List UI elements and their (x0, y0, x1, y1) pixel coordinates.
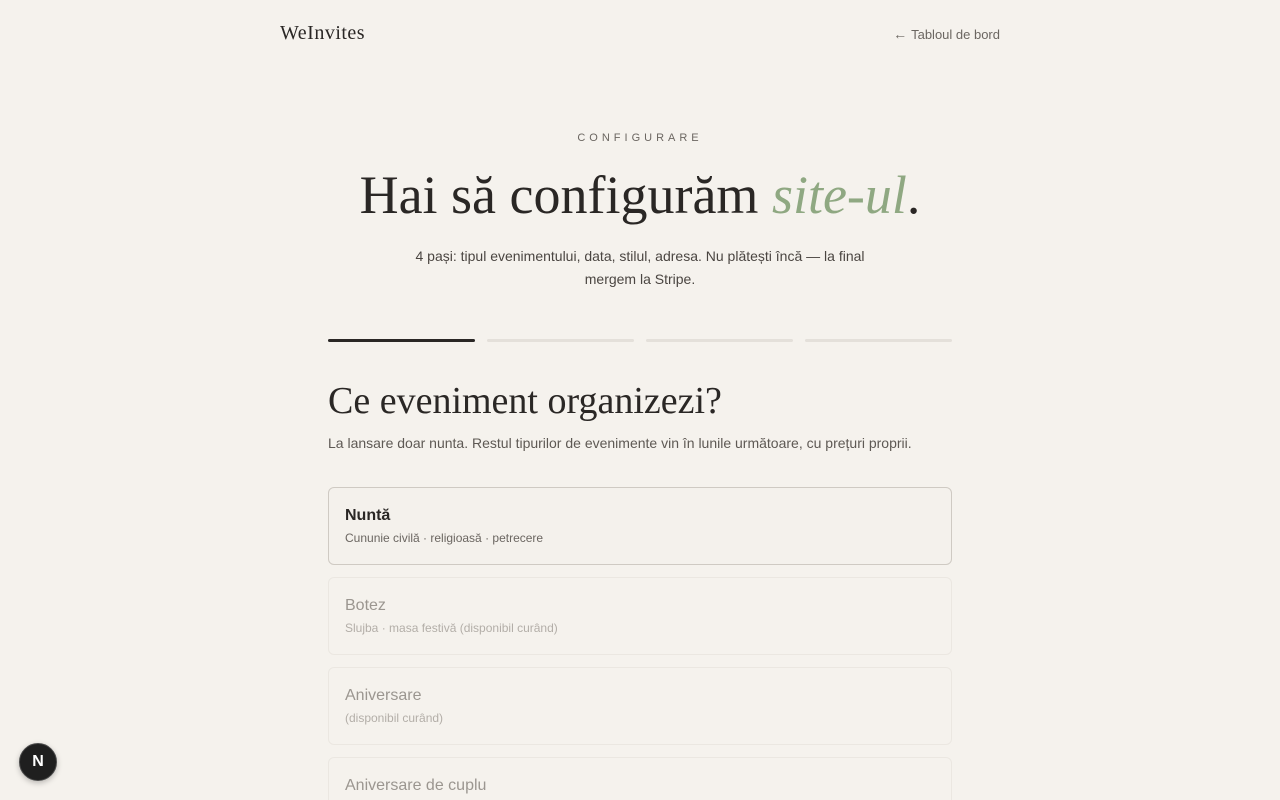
dashboard-back-label: Tabloul de bord (911, 26, 1000, 42)
option-name: Aniversare (345, 687, 422, 704)
section-subtitle: La lansare doar nunta. Restul tipurilor de evenimente vin în lunile următoare, cu prețuri proprii. (328, 435, 912, 451)
dashboard-back-link[interactable] (893, 26, 1000, 42)
n-logo-icon[interactable]: N (19, 743, 57, 781)
option-name: Nuntă (345, 507, 391, 524)
page-subtitle: 4 pași: tipul evenimentului, data, stilul, adresa. Nu plătești încă — la final mergem la Stripe. (415, 248, 865, 287)
step-2 (487, 339, 634, 342)
event-option-nunta[interactable] (328, 487, 952, 565)
event-option-aniversare (328, 667, 952, 745)
event-option-aniversare-cuplu (328, 757, 952, 800)
page-title-accent: site-ul (771, 165, 907, 225)
page-title-main: Hai să configurăm (359, 165, 772, 225)
event-type-options (328, 487, 952, 800)
step-1 (328, 339, 475, 342)
eyebrow-label: CONFIGURARE (577, 132, 703, 144)
step-3 (646, 339, 793, 342)
progress-stepper (328, 339, 952, 342)
option-name: Botez (345, 597, 386, 614)
option-desc: Slujba · masa festivă (disponibil curând) (345, 621, 558, 635)
step-4 (805, 339, 952, 342)
option-desc: Cununie civilă · religioasă · petrecere (345, 531, 544, 545)
page-title (0, 160, 1280, 230)
option-desc: (disponibil curând) (345, 711, 444, 725)
section-title: Ce eveniment organizezi? (328, 380, 722, 422)
page-title-end: . (906, 165, 921, 225)
option-name: Aniversare de cuplu (345, 777, 487, 794)
brand-logo[interactable]: WeInvites (280, 22, 366, 44)
arrow-left-icon: ← (893, 26, 908, 42)
event-option-botez (328, 577, 952, 655)
